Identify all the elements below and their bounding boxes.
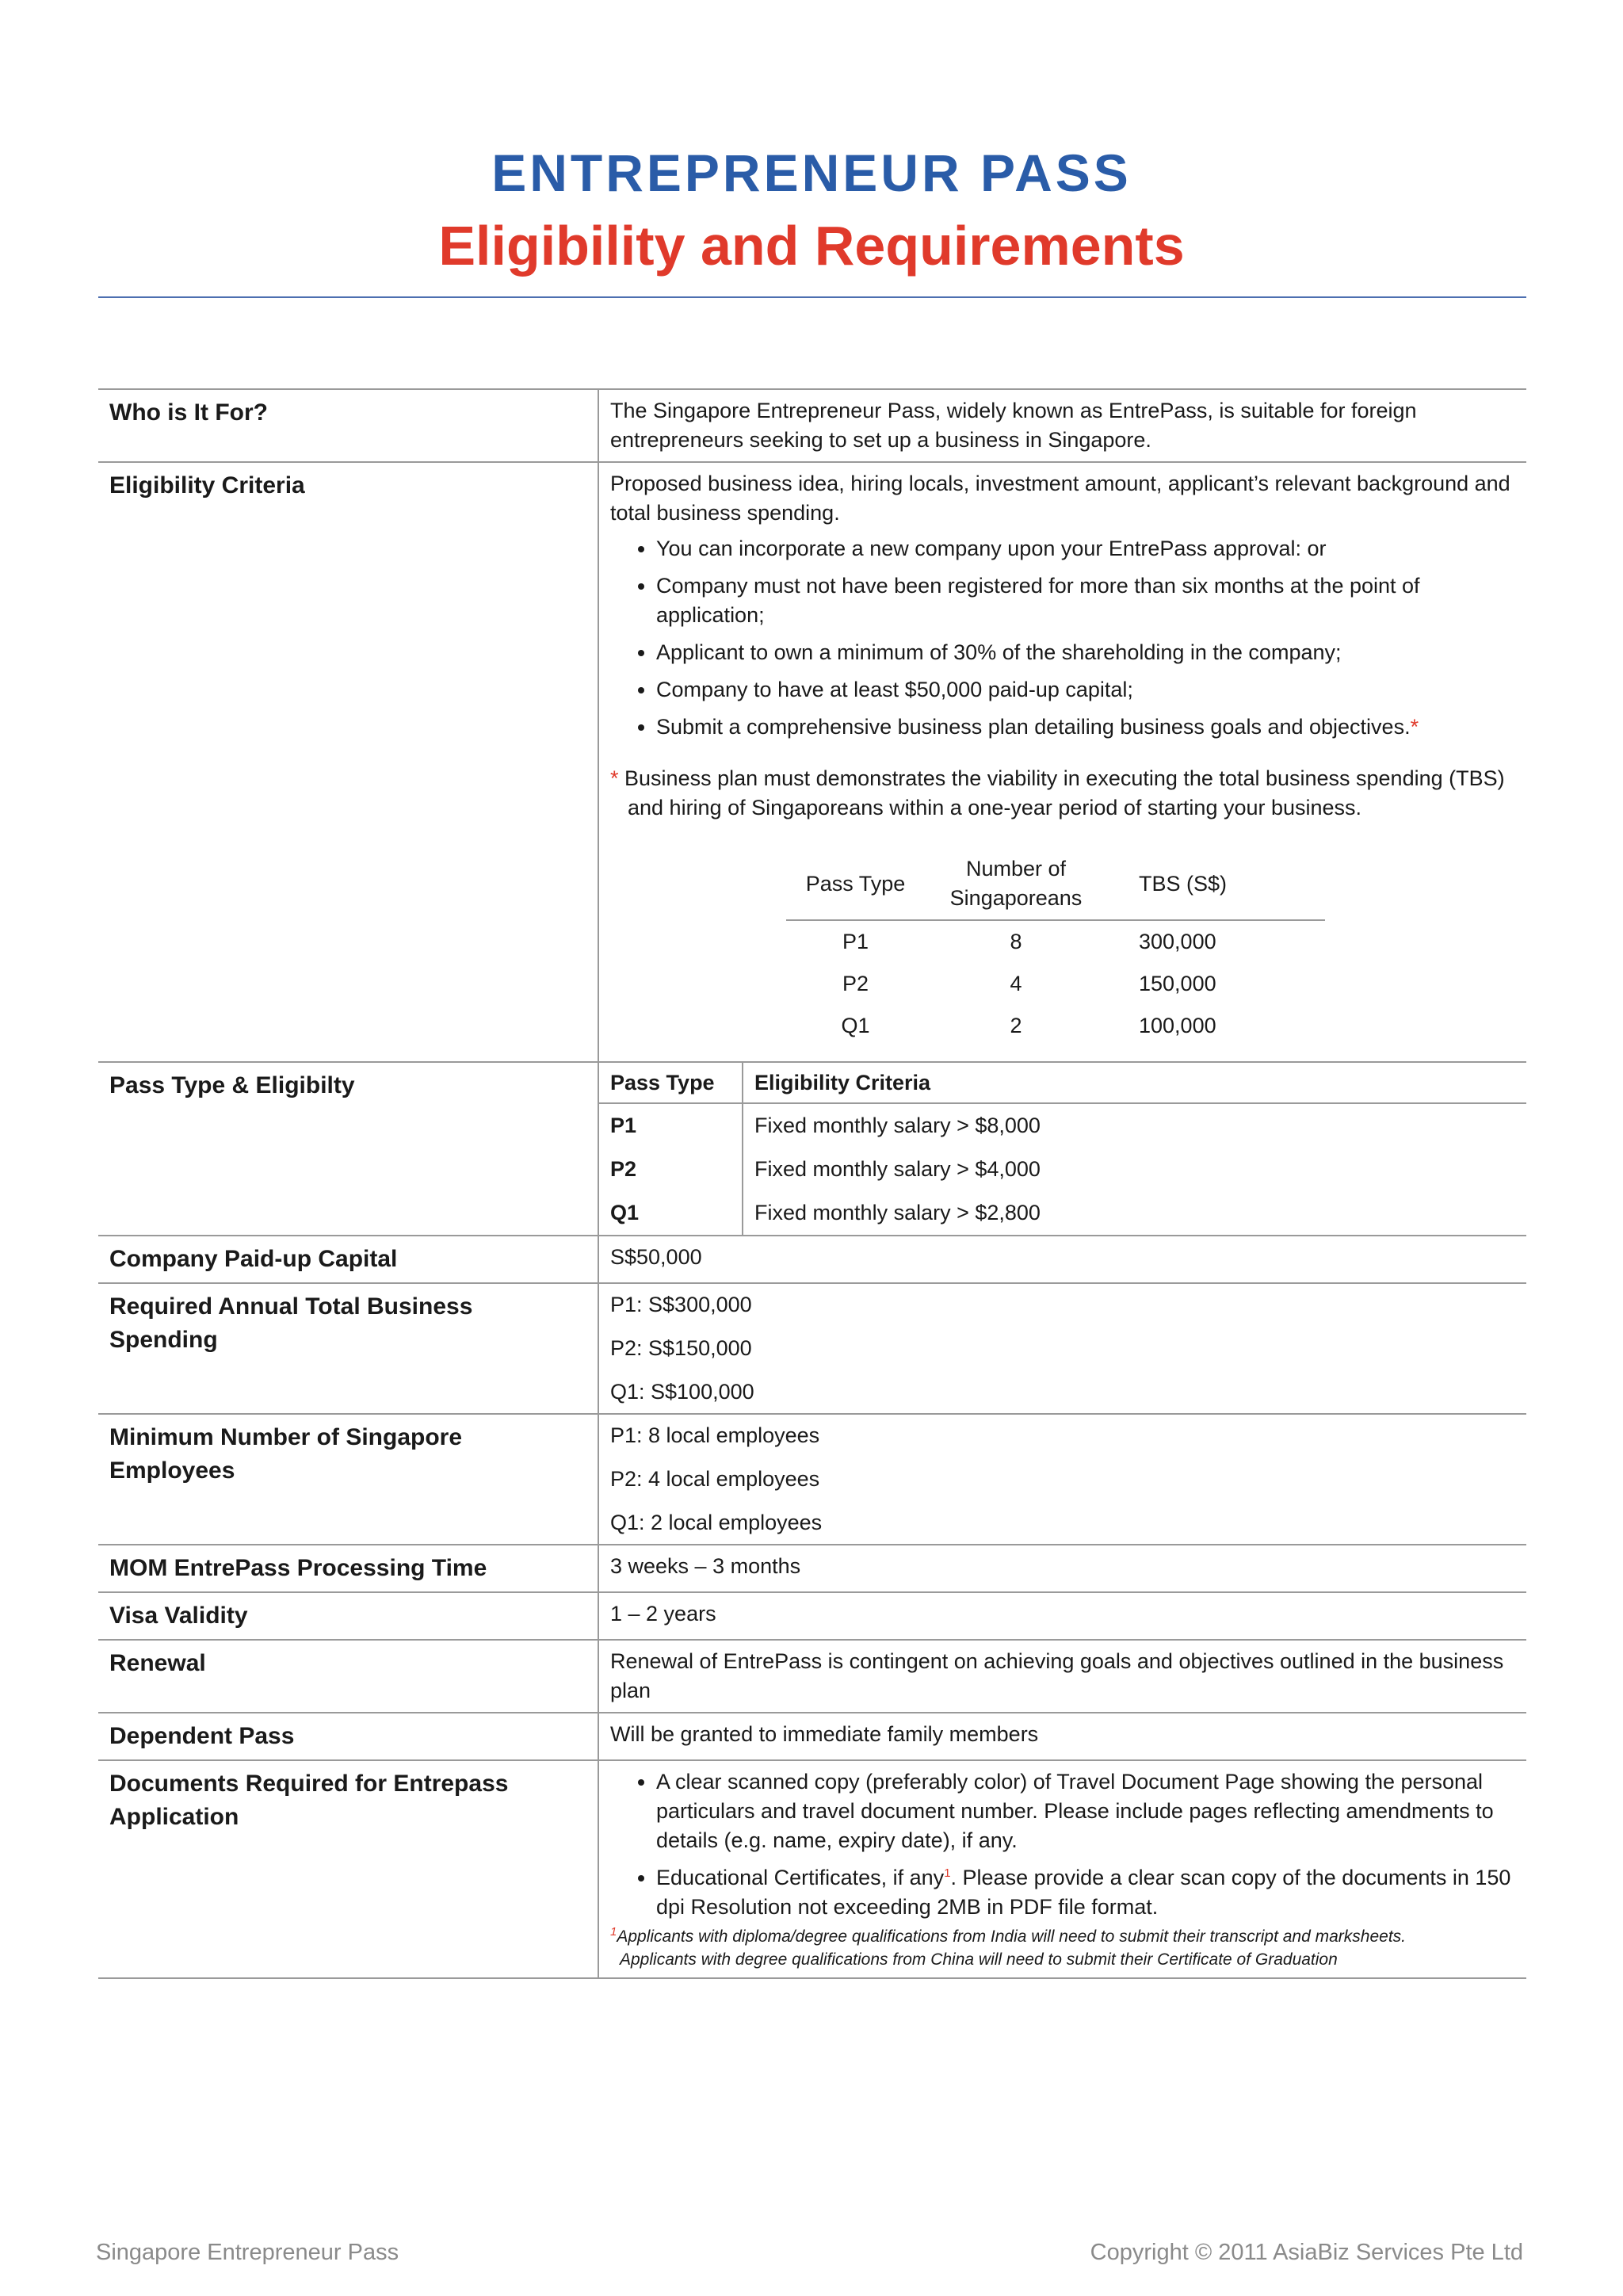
- table-row-pass-type: [98, 1061, 1526, 1235]
- table-cell: 300,000: [1139, 930, 1216, 953]
- column-header: Pass Type: [786, 851, 925, 920]
- table-row-visa: [98, 1591, 1526, 1639]
- asterisk-mark: *: [610, 766, 619, 790]
- note-text: Business plan must demonstrates the viability in executing the total business spending (TBS) and hiring of Singaporeans within a one-year period of starting your business.: [624, 766, 1505, 819]
- footnote-text: Applicants with diploma/degree qualifications from India will need to submit their transcript and marksheets.: [617, 1927, 1406, 1946]
- row-value: [599, 1063, 1526, 1235]
- row-label: MOM EntrePass Processing Time: [98, 1545, 599, 1591]
- title-divider: [98, 296, 1526, 298]
- row-value: S$50,000: [610, 1245, 702, 1269]
- table-cell: 100,000: [1139, 1014, 1216, 1037]
- asterisk-mark: *: [1410, 715, 1419, 739]
- table-row-spending: [98, 1282, 1526, 1413]
- footnote-mark: 1: [944, 1866, 951, 1880]
- table-row-renewal: [98, 1639, 1526, 1712]
- table-row-dependent: [98, 1712, 1526, 1759]
- table-row: [599, 1148, 1526, 1191]
- table-cell: P2: [842, 972, 869, 995]
- list-item: [656, 712, 1515, 742]
- list-item: Q1: 2 local employees: [610, 1511, 823, 1534]
- column-header: TBS (S$): [1107, 851, 1325, 920]
- footnote-mark: 1: [610, 1925, 617, 1939]
- table-header-row: [786, 851, 1325, 920]
- table-row: [786, 920, 1325, 963]
- table-row: [599, 1103, 1526, 1148]
- table-cell: P2: [599, 1148, 743, 1191]
- row-label: Minimum Number of Singapore Employees: [98, 1415, 599, 1544]
- table-cell: 4: [1010, 972, 1022, 995]
- table-cell: Q1: [841, 1014, 870, 1037]
- column-header: Pass Type: [599, 1063, 743, 1103]
- row-value: [599, 1415, 1526, 1544]
- list-item: • Company must not have been registered for more than six months at the point of application;: [656, 571, 1515, 630]
- row-value: The Singapore Entrepreneur Pass, widely known as EntrePass, is suitable for foreign entrepreneurs seeking to set up a business in Singapore.: [610, 399, 1417, 452]
- table-row-who: [98, 388, 1526, 461]
- row-value: 1 – 2 years: [610, 1602, 716, 1626]
- list-item: • A clear scanned copy (preferably color) of Travel Document Page showing the personal particulars and travel document number. Please include pages reflecting amendments to details (e.g. name, expiry date), if any.: [656, 1767, 1515, 1855]
- table-row: [786, 1005, 1325, 1047]
- business-plan-note: [610, 764, 1515, 823]
- page-title: ENTREPRENEUR PASS: [491, 143, 1132, 202]
- table-cell: Q1: [599, 1191, 743, 1235]
- list-item: Q1: S$100,000: [610, 1380, 754, 1404]
- list-item: • Applicant to own a minimum of 30% of the shareholding in the company;: [656, 638, 1515, 667]
- list-item-text: . Please provide a clear scan copy of the documents in 150 dpi Resolution not exceeding 2MB in PDF file format.: [656, 1866, 1511, 1919]
- list-item-text: Submit a comprehensive business plan detailing business goals and objectives.: [656, 715, 1411, 739]
- documents-list: [610, 1767, 1515, 1922]
- row-label: Required Annual Total Business Spending: [98, 1284, 599, 1413]
- pass-type-table: [599, 1063, 1526, 1235]
- table-cell: 150,000: [1139, 972, 1216, 995]
- row-label: Eligibility Criteria: [98, 463, 599, 1061]
- page-subtitle: Eligibility and Requirements: [438, 215, 1185, 277]
- table-cell: 2: [1010, 1014, 1022, 1037]
- row-label: Dependent Pass: [98, 1713, 599, 1759]
- list-item: [656, 1863, 1515, 1922]
- footnote: [610, 1925, 1515, 1971]
- table-cell: 8: [1010, 930, 1022, 953]
- list-item: P2: S$150,000: [610, 1336, 752, 1360]
- row-label: Company Paid-up Capital: [98, 1236, 599, 1282]
- eligibility-list: [610, 534, 1515, 742]
- list-item: P2: 4 local employees: [610, 1467, 820, 1491]
- list-item-text: Educational Certificates, if any: [656, 1866, 945, 1889]
- eligibility-intro: Proposed business idea, hiring locals, investment amount, applicant’s relevant background and total business spending.: [610, 472, 1510, 525]
- row-label: Pass Type & Eligibilty: [98, 1063, 599, 1235]
- table-row: [786, 963, 1325, 1005]
- list-item: • Company to have at least $50,000 paid-up capital;: [656, 675, 1515, 705]
- table-cell: Fixed monthly salary > $2,800: [754, 1201, 1041, 1224]
- list-item: P1: S$300,000: [610, 1293, 752, 1316]
- row-value: Renewal of EntrePass is contingent on achieving goals and objectives outlined in the business plan: [610, 1649, 1504, 1702]
- list-item: P1: 8 local employees: [610, 1423, 820, 1447]
- row-label: Renewal: [98, 1641, 599, 1712]
- table-cell: Fixed monthly salary > $8,000: [754, 1114, 1041, 1137]
- table-row-processing: [98, 1544, 1526, 1591]
- table-cell: Fixed monthly salary > $4,000: [754, 1157, 1041, 1181]
- row-value: [599, 463, 1526, 1061]
- row-label: Who is It For?: [98, 390, 599, 461]
- table-header-row: [599, 1063, 1526, 1103]
- table-cell: P1: [599, 1103, 743, 1148]
- list-item: • You can incorporate a new company upon your EntrePass approval: or: [656, 534, 1515, 563]
- table-row-employees: [98, 1413, 1526, 1544]
- row-label: Visa Validity: [98, 1593, 599, 1639]
- tbs-table: [786, 851, 1325, 1047]
- row-label: Documents Required for Entrepass Application: [98, 1761, 599, 1977]
- table-cell: P1: [842, 930, 869, 953]
- row-value: Will be granted to immediate family members: [610, 1722, 1039, 1746]
- row-value: [599, 1284, 1526, 1413]
- table-row-capital: [98, 1235, 1526, 1282]
- column-header: Number of Singaporeans: [925, 851, 1107, 920]
- footer-left: Singapore Entrepreneur Pass: [96, 2240, 399, 2265]
- table-row-documents: [98, 1759, 1526, 1979]
- footer-right: Copyright © 2011 AsiaBiz Services Pte Ltd: [1090, 2240, 1523, 2265]
- column-header: Eligibility Criteria: [743, 1063, 1526, 1103]
- table-row-eligibility: [98, 461, 1526, 1061]
- table-row: [599, 1191, 1526, 1235]
- row-value: 3 weeks – 3 months: [610, 1554, 801, 1578]
- row-value: [599, 1761, 1526, 1977]
- requirements-table: [98, 388, 1526, 1979]
- footnote-text: Applicants with degree qualifications from China will need to submit their Certificate of Graduation: [620, 1950, 1338, 1969]
